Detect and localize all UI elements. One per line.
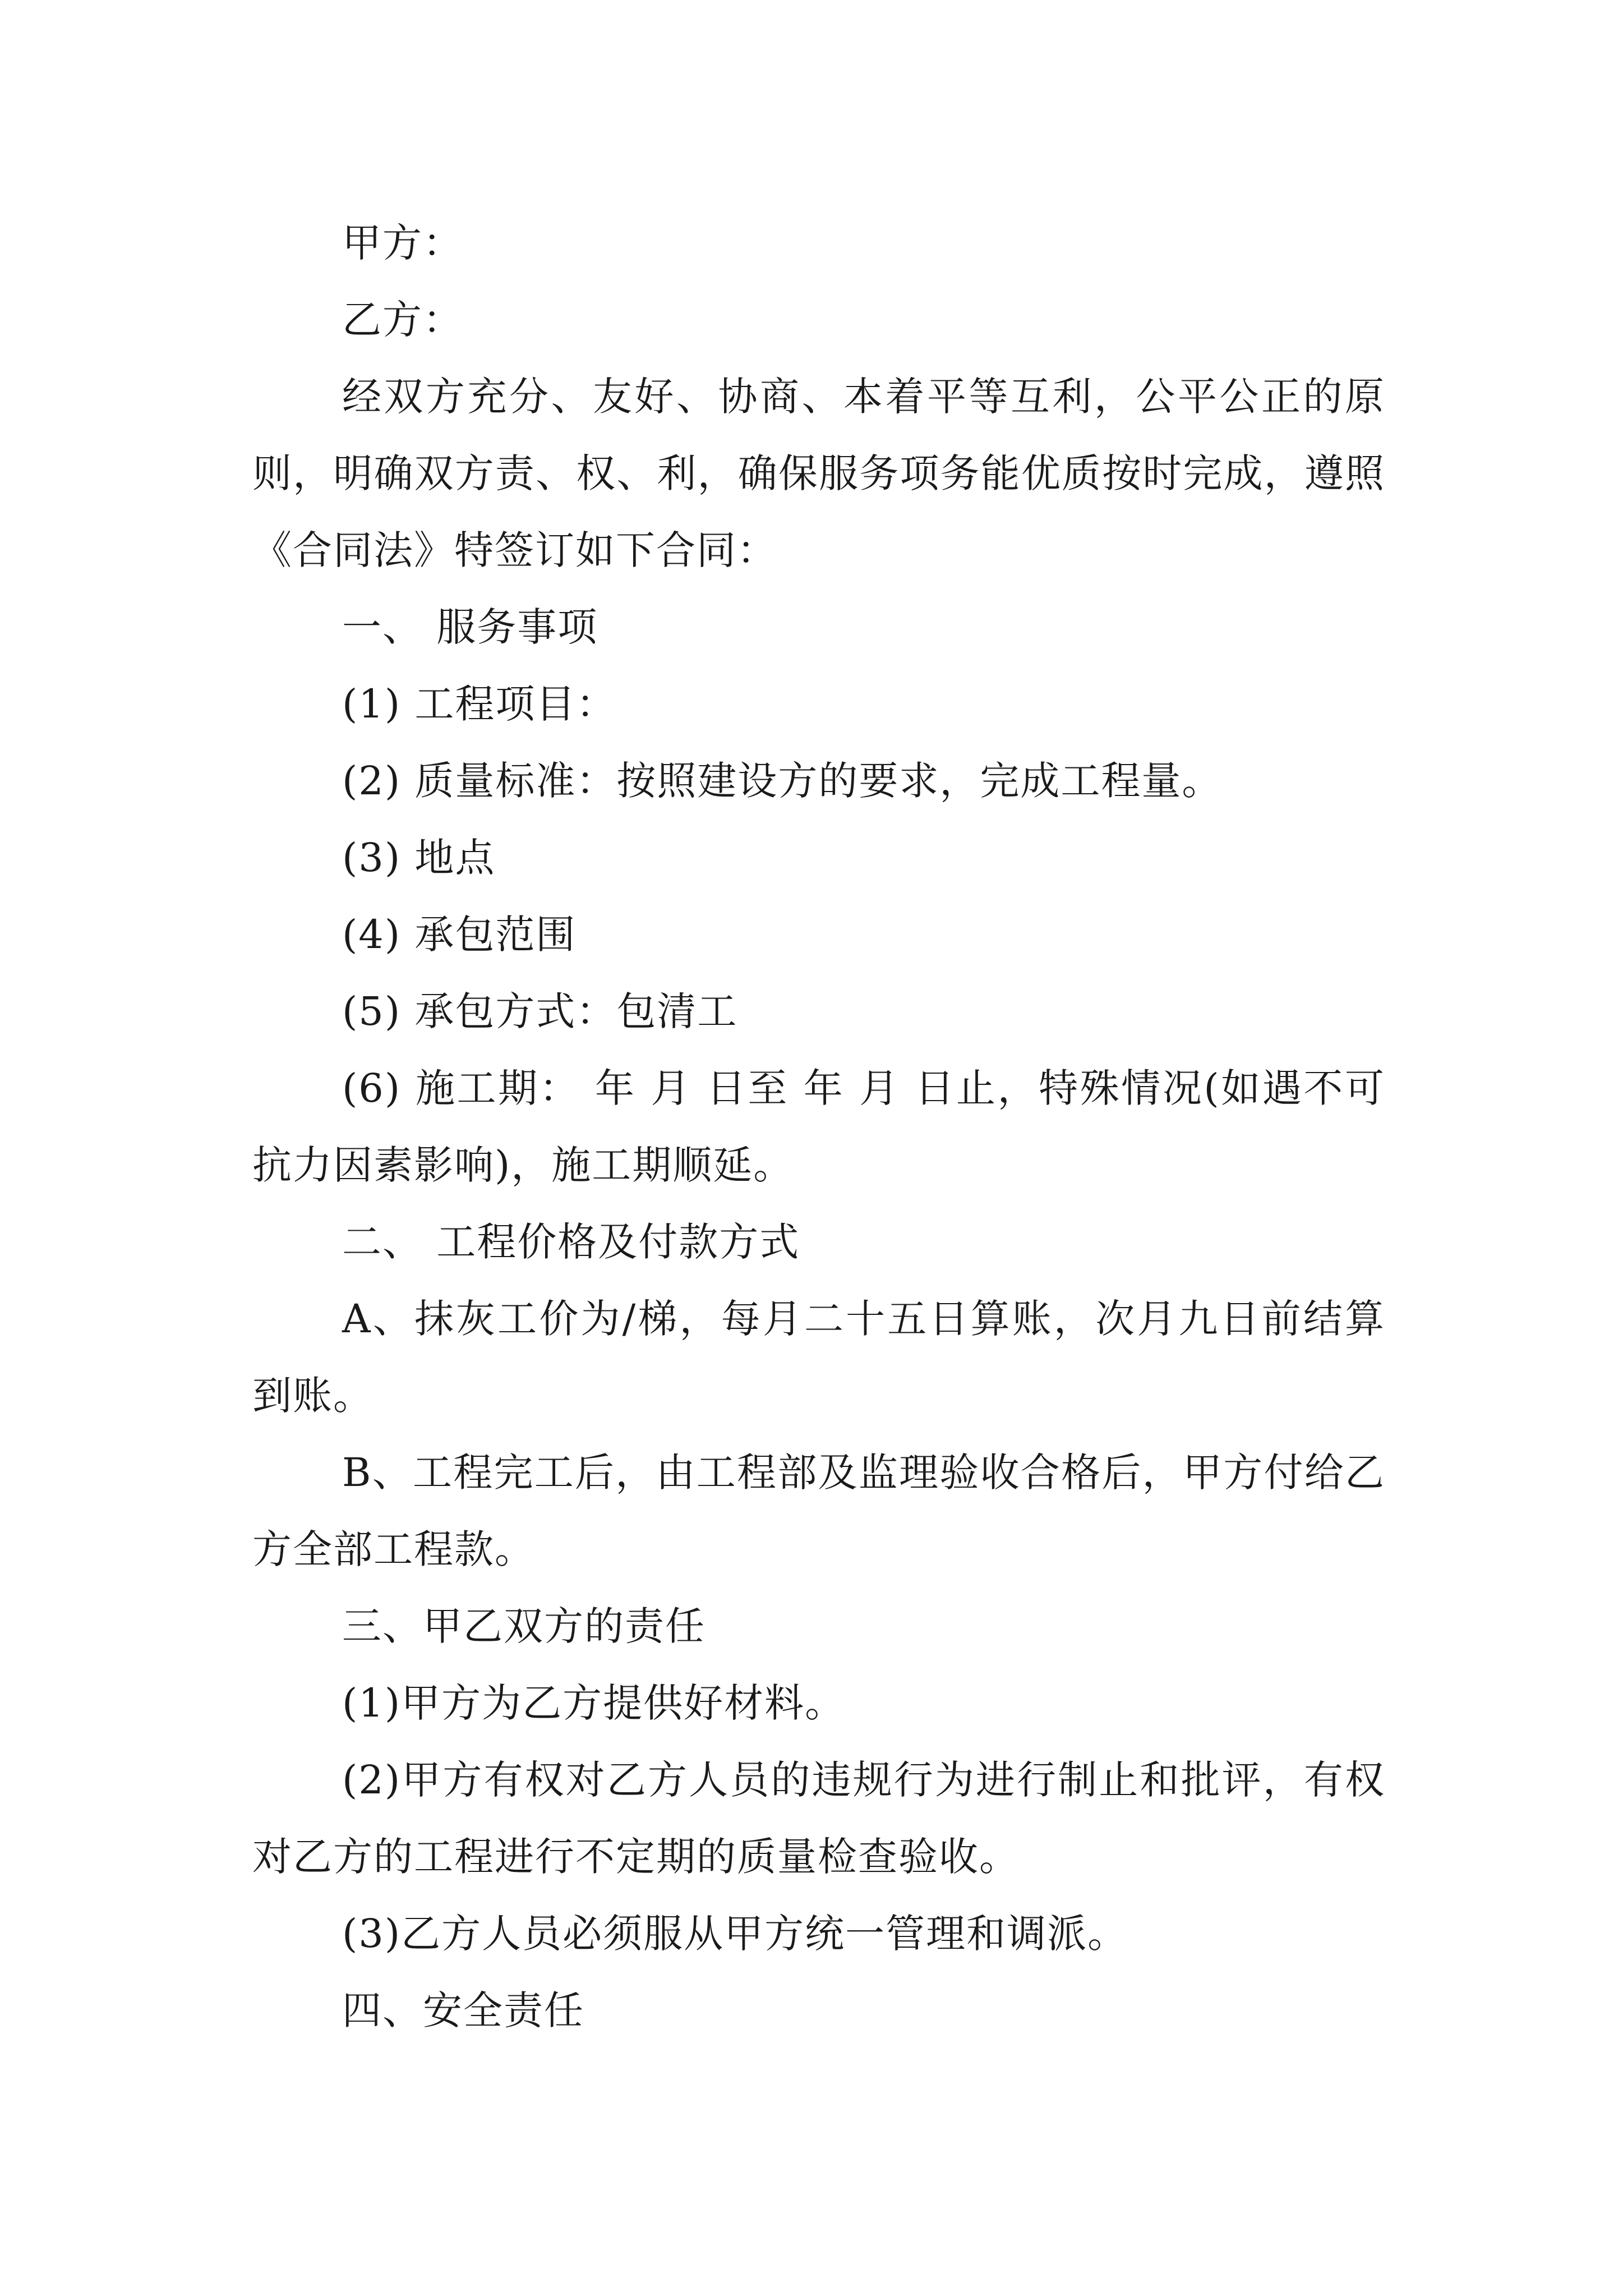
clause-responsibility-2: (2)甲方有权对乙方人员的违规行为进行制止和批评，有权对乙方的工程进行不定期的质量检查验收。 xyxy=(252,1757,1385,1880)
clause-contract-method: (5) 承包方式：包清工 xyxy=(342,988,738,1034)
section-heading-responsibilities: 三、甲乙双方的责任 xyxy=(342,1603,706,1649)
section-heading-price-payment: 二、 工程价格及付款方式 xyxy=(342,1219,800,1265)
clause-project: (1) 工程项目： xyxy=(342,681,617,727)
clause-construction-period: (6) 施工期： 年 月 日至 年 月 日止，特殊情况(如遇不可抗力因素影响)，施工期顺延。 xyxy=(252,1065,1385,1188)
clause-payment-b: B、工程完工后，由工程部及监理验收合格后，甲方付给乙方全部工程款。 xyxy=(252,1450,1385,1572)
party-a-line: 甲方： xyxy=(342,220,463,266)
section-heading-safety: 四、安全责任 xyxy=(342,1987,584,2033)
party-b-line: 乙方： xyxy=(342,297,463,343)
clause-quality-standard: (2) 质量标准：按照建设方的要求，完成工程量。 xyxy=(342,758,1223,804)
section-heading-service-items: 一、 服务事项 xyxy=(342,604,598,650)
clause-contract-scope: (4) 承包范围 xyxy=(342,912,577,958)
clause-responsibility-3: (3)乙方人员必须服从甲方统一管理和调派。 xyxy=(342,1911,1128,1957)
preamble-paragraph: 经双方充分、友好、协商、本着平等互利，公平公正的原则，明确双方责、权、利，确保服务项务能优质按时完成，遵照《合同法》特签订如下合同： xyxy=(252,374,1385,573)
clause-price-a: A、抹灰工价为/梯，每月二十五日算账，次月九日前结算到账。 xyxy=(252,1296,1385,1419)
clause-location: (3) 地点 xyxy=(342,835,496,881)
clause-responsibility-1: (1)甲方为乙方提供好材料。 xyxy=(342,1680,846,1726)
contract-body xyxy=(252,205,1385,2049)
